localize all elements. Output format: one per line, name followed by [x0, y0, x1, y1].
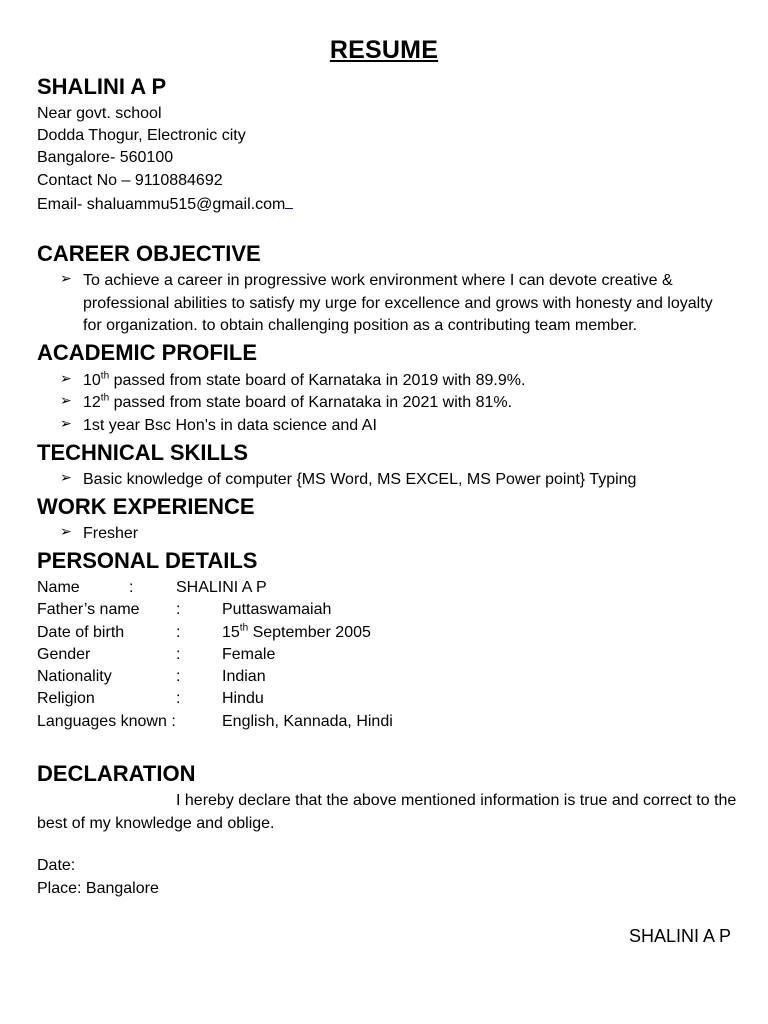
arrow-bullet-icon: ➢: [60, 469, 72, 485]
personal-row-father: Father’s name : Puttaswamaiah: [37, 601, 332, 618]
signature-name: SHALINI A P: [628, 926, 731, 946]
personal-row-name: Name : SHALINI A P: [37, 579, 267, 596]
resume-title: RESUME: [329, 36, 439, 64]
career-objective-heading: CAREER OBJECTIVE: [37, 241, 261, 266]
personal-details-heading: PERSONAL DETAILS: [37, 548, 258, 573]
technical-skills-heading: TECHNICAL SKILLS: [37, 440, 249, 465]
place-line: Place: Bangalore: [37, 880, 159, 897]
arrow-bullet-icon: ➢: [60, 523, 72, 539]
arrow-bullet-icon: ➢: [60, 370, 72, 386]
address-line-2: Dodda Thogur, Electronic city: [37, 127, 246, 144]
personal-row-religion: Religion : Hindu: [37, 690, 264, 707]
declaration-text-block: [37, 790, 737, 835]
personal-row-nationality: Nationality : Indian: [37, 668, 266, 685]
email-line: [37, 194, 293, 214]
academic-item-1: ➢ 10th passed from state board of Karnataka in 2019 with 89.9%.: [60, 370, 526, 389]
address-line-3: Bangalore- 560100: [37, 149, 174, 166]
work-experience-item: ➢ Fresher: [60, 523, 139, 542]
personal-row-dob: Date of birth : 15th September 2005: [37, 622, 371, 641]
candidate-name: SHALINI A P: [37, 74, 167, 99]
contact-number: Contact No – 9110884692: [37, 172, 223, 189]
email-text: Email- shaluammu515@gmail.com: [37, 196, 286, 213]
technical-skill-item: ➢ Basic knowledge of computer {MS Word, MS EXCEL, MS Power point} Typing: [60, 469, 637, 488]
declaration-text: I hereby declare that the above mentioned information is true and correct to the best of my knowledge and oblige.: [37, 792, 737, 832]
academic-profile-heading: ACADEMIC PROFILE: [37, 340, 257, 365]
career-objective-text: To achieve a career in progressive work environment where I can devote creative & professional abilities to satisfy my urge for excellence and grows with honesty and loyalty for organization. to obtain challenging position as a contributing team member.: [83, 272, 713, 334]
arrow-bullet-icon: ➢: [60, 415, 72, 431]
declaration-heading: DECLARATION: [37, 761, 196, 786]
academic-item-3: ➢ 1st year Bsc Hon's in data science and AI: [60, 415, 377, 434]
personal-row-languages: Languages known : English, Kannada, Hindi: [37, 713, 393, 730]
personal-row-gender: Gender : Female: [37, 646, 276, 663]
address-line-1: Near govt. school: [37, 105, 162, 122]
email-link-underline: [285, 194, 293, 209]
arrow-bullet-icon: ➢: [60, 270, 72, 286]
arrow-bullet-icon: ➢: [60, 392, 72, 408]
date-label: Date:: [37, 857, 76, 874]
work-experience-heading: WORK EXPERIENCE: [37, 494, 255, 519]
career-objective-bullet: [60, 270, 730, 338]
academic-item-2: ➢ 12th passed from state board of Karnataka in 2021 with 81%.: [60, 392, 513, 411]
